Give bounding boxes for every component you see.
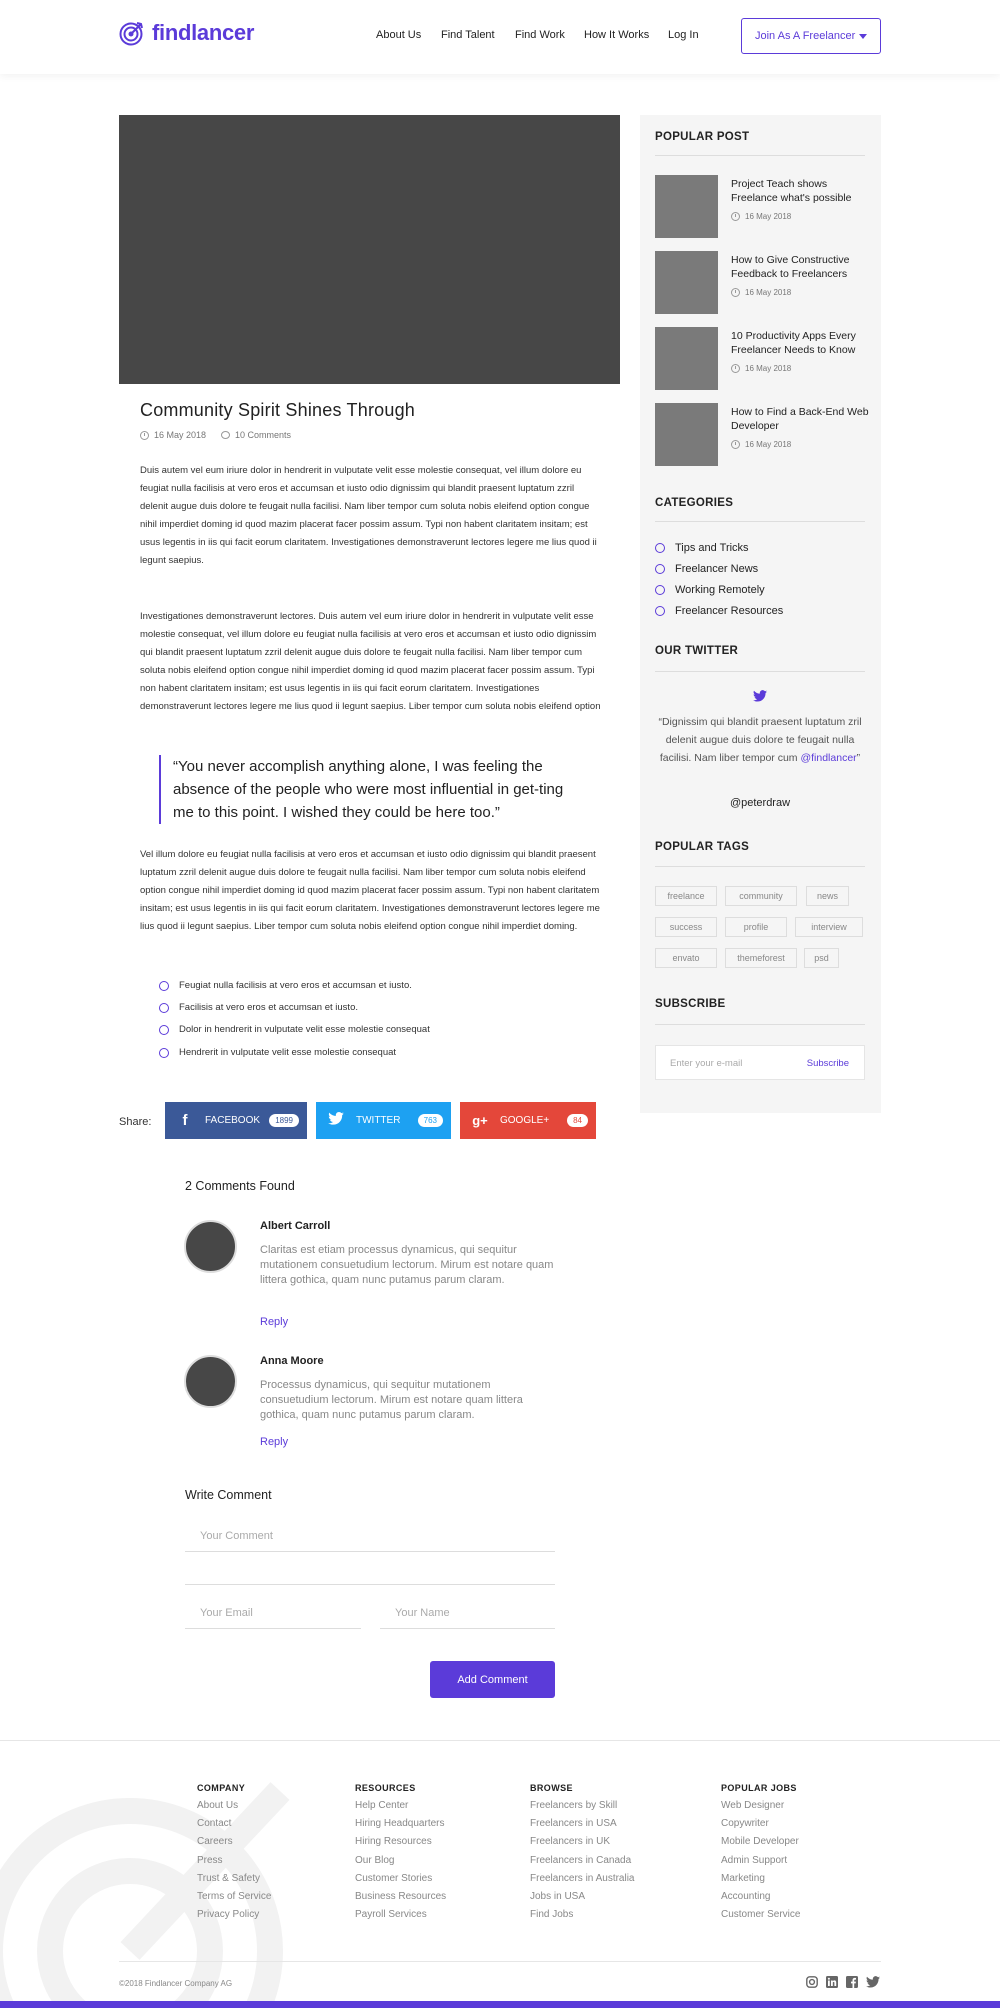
list-item bbox=[159, 1047, 396, 1058]
footer-link[interactable]: Marketing bbox=[721, 1872, 765, 1884]
post-comments-text: 10 Comments bbox=[235, 430, 292, 440]
tags-heading: POPULAR TAGS bbox=[655, 841, 750, 853]
subscribe-button[interactable]: Subscribe bbox=[806, 1058, 849, 1069]
site-footer bbox=[0, 1740, 1000, 2008]
popular-post-date-text: 16 May 2018 bbox=[745, 288, 792, 297]
linkedin-icon[interactable] bbox=[826, 1976, 838, 1988]
copyright: ©2018 Findlancer Company AG bbox=[119, 1979, 233, 1988]
facebook-icon: f bbox=[182, 1112, 188, 1129]
list-item-text: Dolor in hendrerit in vulputate velit esse molestie consequat bbox=[179, 1024, 430, 1035]
twitter-icon bbox=[326, 1112, 346, 1129]
tag-profile[interactable]: profile bbox=[725, 917, 787, 937]
share-twitter-label: TWITTER bbox=[356, 1115, 401, 1126]
popular-post-thumb[interactable] bbox=[655, 175, 718, 238]
watermark-logo-icon bbox=[0, 1751, 340, 2008]
post-title: Community Spirit Shines Through bbox=[140, 400, 415, 420]
nav-how-it-works[interactable]: How It Works bbox=[584, 29, 650, 41]
footer-col-browse bbox=[530, 1783, 635, 1924]
category-label: Freelancer Resources bbox=[675, 605, 784, 617]
footer-accent-bar bbox=[0, 2001, 1000, 2008]
post-paragraph-3: Vel illum dolore eu feugiat nulla facilisis at vero eros et accumsan et iusto odio dignissim qui blandit praesent luptatum zzril delenit augue duis dolore te feugait nulla facilisi. Nam liber tempor cum soluta nobis eleifend option congue nihil imperdiet doming id quod mazim placerat facer possim assum. Typi non habent claritatem insitam; est usus legentis in iis qui facit eorum claritatem. Investigationes demonstraverunt lectores legere me lius quod ii legunt saepius. Liber tempor cum soluta nobis eleifend option congue nihil imperdiet doming. bbox=[140, 849, 600, 932]
footer-link[interactable]: Mobile Developer bbox=[721, 1836, 799, 1848]
tag-freelance[interactable]: freelance bbox=[655, 886, 717, 906]
tag-themeforest[interactable]: themeforest bbox=[725, 948, 797, 968]
popular-post-date bbox=[731, 440, 791, 449]
circle-bullet-icon bbox=[159, 981, 169, 991]
twitter-icon[interactable] bbox=[866, 1976, 880, 1988]
comment-field-extension[interactable] bbox=[185, 1552, 555, 1585]
list-item bbox=[159, 980, 412, 991]
twitter-bird-icon bbox=[753, 690, 767, 702]
instagram-icon[interactable] bbox=[806, 1976, 818, 1988]
list-item bbox=[159, 1002, 358, 1013]
footer-heading: POPULAR JOBS bbox=[721, 1783, 797, 1793]
share-twitter-count: 763 bbox=[418, 1114, 443, 1127]
logo-text: findlancer bbox=[152, 20, 255, 45]
tag-envato[interactable]: envato bbox=[655, 948, 717, 968]
popular-post-title[interactable]: How to Find a Back-End Web Developer bbox=[731, 406, 869, 432]
popular-post-thumb[interactable] bbox=[655, 327, 718, 390]
footer-link[interactable]: Our Blog bbox=[355, 1854, 395, 1866]
subscribe-heading: SUBSCRIBE bbox=[655, 998, 726, 1010]
footer-link[interactable]: Hiring Resources bbox=[355, 1836, 432, 1848]
post-date-text: 16 May 2018 bbox=[154, 430, 207, 440]
footer-col-popular-jobs bbox=[721, 1783, 800, 1924]
footer-link[interactable]: Help Center bbox=[355, 1800, 409, 1811]
facebook-icon[interactable] bbox=[846, 1976, 858, 1988]
popular-post-date bbox=[731, 212, 791, 221]
footer-link[interactable]: Freelancers in Canada bbox=[530, 1854, 632, 1866]
name-field[interactable]: Your Name bbox=[380, 1607, 555, 1629]
footer-col-resources bbox=[355, 1783, 446, 1924]
footer-link[interactable]: Customer Service bbox=[721, 1909, 801, 1921]
list-item-text: Feugiat nulla facilisis at vero eros et accumsan et iusto. bbox=[179, 980, 412, 991]
add-comment-button[interactable]: Add Comment bbox=[430, 1661, 555, 1698]
popular-post-title[interactable]: How to Give Constructive Feedback to Freelancers bbox=[731, 254, 850, 280]
category-tips-and-tricks[interactable] bbox=[655, 542, 749, 554]
comment-author: Anna Moore bbox=[260, 1355, 324, 1367]
footer-link[interactable]: Press bbox=[197, 1854, 223, 1866]
footer-link[interactable]: About Us bbox=[197, 1800, 239, 1811]
share-facebook-count: 1899 bbox=[269, 1114, 299, 1127]
divider bbox=[655, 671, 865, 672]
comment-icon bbox=[221, 431, 230, 439]
join-label: Join As A Freelancer bbox=[755, 30, 856, 42]
list-item-text: Hendrerit in vulputate velit esse molestie consequat bbox=[179, 1047, 397, 1058]
tweet-user[interactable]: @peterdraw bbox=[729, 797, 791, 809]
divider bbox=[655, 866, 865, 867]
comment-text: Processus dynamicus, qui sequitur mutationem consuetudium lectorum. Mirum est notare quam littera gothica, quam nunc putamus parum claram. bbox=[260, 1379, 523, 1421]
tweet-handle-link[interactable]: @findlancer bbox=[800, 752, 857, 764]
category-freelancer-news[interactable] bbox=[655, 563, 758, 575]
comments-heading: 2 Comments Found bbox=[185, 1179, 295, 1193]
category-working-remotely[interactable] bbox=[655, 584, 765, 596]
divider bbox=[655, 1024, 865, 1025]
footer-divider bbox=[119, 1961, 881, 1962]
category-label: Working Remotely bbox=[675, 584, 765, 596]
footer-col-company bbox=[197, 1783, 271, 1924]
footer-link[interactable]: Find Jobs bbox=[530, 1909, 574, 1921]
circle-bullet-icon bbox=[159, 1048, 169, 1058]
logo[interactable] bbox=[119, 20, 254, 46]
reply-link[interactable]: Reply bbox=[260, 1436, 289, 1448]
circle-bullet-icon bbox=[655, 564, 665, 574]
comment-field[interactable]: Your Comment bbox=[185, 1530, 555, 1552]
post-comment-count[interactable] bbox=[221, 430, 291, 440]
site-header bbox=[0, 0, 1000, 74]
tag-news[interactable]: news bbox=[806, 886, 849, 906]
avatar bbox=[184, 1220, 237, 1273]
popular-post-heading: POPULAR POST bbox=[655, 131, 750, 143]
footer-link[interactable]: Jobs in USA bbox=[530, 1891, 586, 1903]
subscribe-email-input[interactable]: Enter your e-mail bbox=[670, 1058, 743, 1069]
nav-log-in[interactable]: Log In bbox=[668, 29, 699, 41]
comment-text: Claritas est etiam processus dynamicus, qui sequitur mutationem consuetudium lectorum. Mirum est notare quam littera gothica, quam nunc putamus parum claram. bbox=[260, 1244, 554, 1286]
nav-about-us[interactable]: About Us bbox=[376, 29, 422, 41]
footer-link[interactable]: Hiring Headquarters bbox=[355, 1818, 445, 1830]
popular-post-title[interactable]: Project Teach shows Freelance what's possible bbox=[731, 178, 852, 204]
footer-link[interactable]: Trust & Safety bbox=[197, 1872, 260, 1884]
nav-find-talent[interactable]: Find Talent bbox=[441, 29, 495, 41]
clock-icon bbox=[731, 288, 740, 297]
share-twitter-button[interactable] bbox=[316, 1102, 451, 1139]
post-quote: “You never accomplish anything alone, I was feeling the absence of the people who were most influential in get-ting me to this point. I wished they could be here too.” bbox=[159, 755, 569, 824]
nav-find-work[interactable]: Find Work bbox=[515, 29, 565, 41]
footer-link[interactable]: Terms of Service bbox=[197, 1891, 272, 1903]
share-google-label: GOOGLE+ bbox=[500, 1115, 550, 1126]
footer-link[interactable]: Business Resources bbox=[355, 1891, 447, 1903]
popular-post-date bbox=[731, 364, 791, 373]
popular-post-title[interactable]: 10 Productivity Apps Every Freelancer Needs to Know bbox=[731, 330, 856, 356]
tweet-close-quote: ” bbox=[856, 752, 861, 764]
share-label: Share: bbox=[119, 1116, 152, 1128]
sidebar bbox=[640, 115, 881, 1113]
category-freelancer-resources[interactable] bbox=[655, 605, 783, 617]
tag-interview[interactable]: interview bbox=[795, 917, 863, 937]
clock-icon bbox=[731, 440, 740, 449]
popular-post-date-text: 16 May 2018 bbox=[745, 364, 792, 373]
write-comment-heading: Write Comment bbox=[185, 1488, 272, 1502]
share-google-button[interactable] bbox=[460, 1102, 596, 1139]
footer-heading: RESOURCES bbox=[355, 1783, 416, 1793]
post-date bbox=[140, 430, 206, 440]
list-item bbox=[159, 1024, 430, 1035]
google-plus-icon: g+ bbox=[472, 1113, 488, 1128]
clock-icon bbox=[140, 431, 149, 440]
footer-link[interactable]: Careers bbox=[197, 1836, 233, 1848]
clock-icon bbox=[731, 212, 740, 221]
post-paragraph-2: Investigationes demonstraverunt lectores. Duis autem vel eum iriure dolor in hendrerit in vulputate velit esse molestie consequat, vel illum dolore eu feugiat nulla facilisis at vero eros et accumsan et iusto odio dignissim qui blandit praesent luptatum zzril delenit augue duis dolore te feugait nulla facilisi. Nam liber tempor cum soluta nobis eleifend option congue nihil imperdiet doming id quod mazim placerat facer possim assum. Typi non habent claritatem insitam; est usus legentis in iis qui facit eorum claritatem. Investigationes demonstraverunt lectores legere me lius quod ii legunt saepius. Liber tempor cum soluta nobis eleifend option bbox=[140, 611, 601, 712]
category-label: Tips and Tricks bbox=[675, 542, 749, 554]
circle-bullet-icon bbox=[655, 543, 665, 553]
post-paragraph-1: Duis autem vel eum iriure dolor in hendrerit in vulputate velit esse molestie consequat, vel illum dolore eu feugiat nulla facilisis at vero eros et accumsan et iusto odio dignissim qui blandit praesent luptatum zzril delenit augue duis dolore te feugait nulla facilisi. Nam liber tempor cum soluta nobis eleifend option congue nihil imperdiet doming id quod mazim placerat facer possim assum. Typi non habent claritatem insitam; est usus legentis in iis qui facit eorum claritatem. Investigationes demonstraverunt lectores legere me lius quod ii legunt saepius. bbox=[140, 465, 597, 566]
footer-link[interactable]: Customer Stories bbox=[355, 1872, 433, 1884]
circle-bullet-icon bbox=[159, 1025, 169, 1035]
popular-post-date bbox=[731, 288, 791, 297]
share-google-count: 84 bbox=[567, 1114, 588, 1127]
list-item-text: Facilisis at vero eros et accumsan et iusto. bbox=[179, 1002, 358, 1013]
footer-heading: BROWSE bbox=[530, 1783, 573, 1793]
footer-link[interactable]: Accounting bbox=[721, 1891, 771, 1903]
categories-heading: CATEGORIES bbox=[655, 497, 734, 509]
popular-post-date-text: 16 May 2018 bbox=[745, 440, 792, 449]
footer-link[interactable]: Freelancers in UK bbox=[530, 1836, 611, 1848]
tag-community[interactable]: community bbox=[725, 886, 797, 906]
caret-down-icon bbox=[859, 34, 867, 39]
footer-link[interactable]: Contact bbox=[197, 1818, 232, 1830]
avatar bbox=[184, 1355, 237, 1408]
target-logo-icon bbox=[119, 20, 145, 46]
footer-heading: COMPANY bbox=[197, 1783, 246, 1793]
divider bbox=[655, 521, 865, 522]
tweet-body: “Dignissim qui blandit praesent luptatum zril delenit augue duis dolore te feugait nulla facilisi. Nam liber tempor cum bbox=[658, 716, 862, 764]
twitter-heading: OUR TWITTER bbox=[655, 645, 739, 657]
clock-icon bbox=[731, 364, 740, 373]
post-hero-image bbox=[119, 115, 620, 384]
footer-link[interactable]: Copywriter bbox=[721, 1818, 769, 1830]
tweet-text bbox=[655, 713, 865, 767]
footer-link[interactable]: Freelancers in USA bbox=[530, 1818, 617, 1830]
tag-psd[interactable]: psd bbox=[804, 948, 839, 968]
divider bbox=[655, 155, 865, 156]
reply-link[interactable]: Reply bbox=[260, 1316, 289, 1328]
tag-success[interactable]: success bbox=[655, 917, 717, 937]
circle-bullet-icon bbox=[159, 1003, 169, 1013]
popular-post-date-text: 16 May 2018 bbox=[745, 212, 792, 221]
share-facebook-button[interactable] bbox=[165, 1102, 307, 1139]
category-label: Freelancer News bbox=[675, 563, 759, 575]
comment-author: Albert Carroll bbox=[260, 1220, 331, 1232]
footer-link[interactable]: Web Designer bbox=[721, 1800, 785, 1811]
circle-bullet-icon bbox=[655, 606, 665, 616]
email-field[interactable]: Your Email bbox=[185, 1607, 361, 1629]
subscribe-form bbox=[655, 1045, 865, 1080]
popular-post-thumb[interactable] bbox=[655, 403, 718, 466]
footer-link[interactable]: Privacy Policy bbox=[197, 1909, 260, 1921]
footer-link[interactable]: Admin Support bbox=[721, 1854, 788, 1866]
popular-post-thumb[interactable] bbox=[655, 251, 718, 314]
footer-link[interactable]: Payroll Services bbox=[355, 1909, 427, 1921]
share-facebook-label: FACEBOOK bbox=[205, 1115, 261, 1126]
footer-link[interactable]: Freelancers in Australia bbox=[530, 1872, 635, 1884]
footer-link[interactable]: Freelancers by Skill bbox=[530, 1800, 618, 1811]
join-freelancer-dropdown[interactable] bbox=[741, 18, 881, 54]
circle-bullet-icon bbox=[655, 585, 665, 595]
